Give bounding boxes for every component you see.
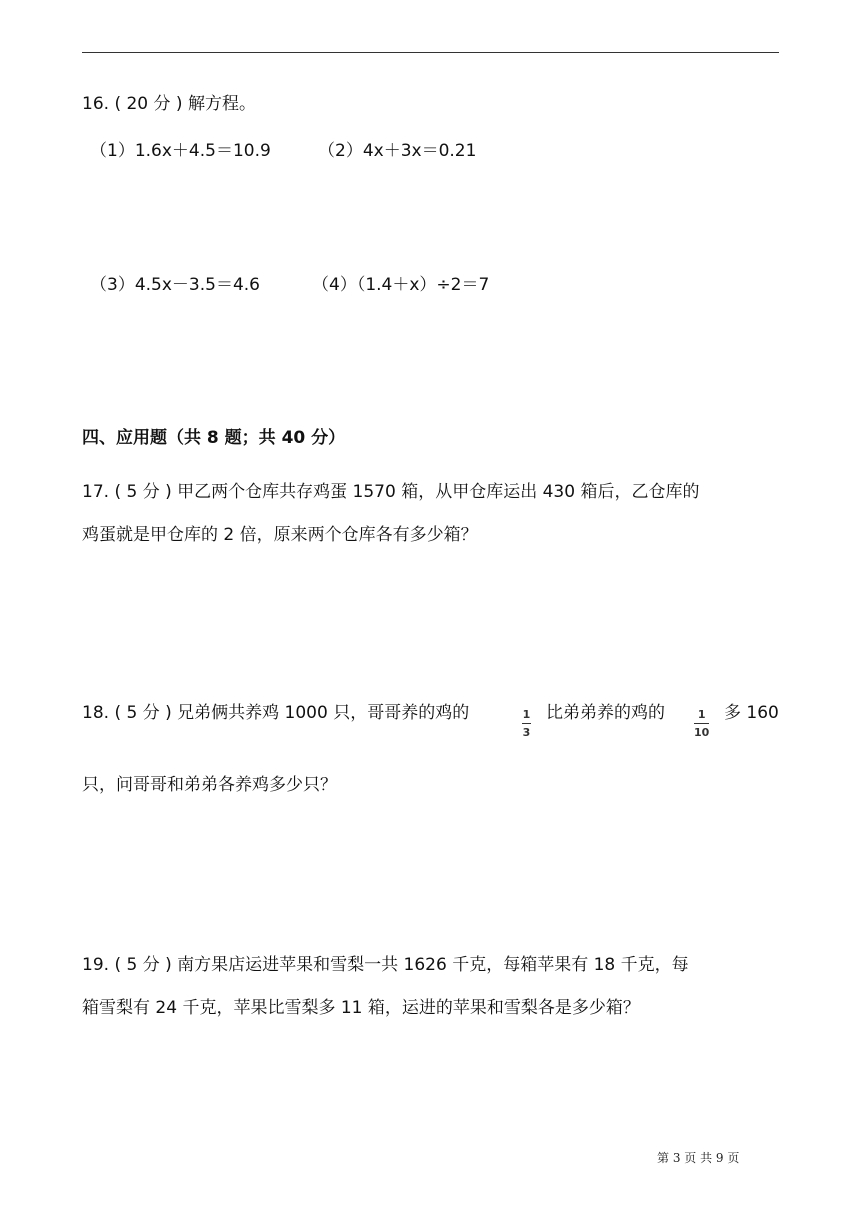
page-footer: 第 3 页 共 9 页 [657, 1151, 740, 1165]
fraction-denominator: 10 [694, 726, 710, 739]
q16-equation-2: （2）4x＋3x＝0.21 [318, 141, 477, 161]
fraction-bar [694, 723, 709, 724]
q16-equation-3: （3）4.5x－3.5＝4.6 [90, 275, 260, 295]
fraction-numerator: 1 [697, 708, 706, 721]
q16-heading: 16. ( 20 分 ) 解方程。 [82, 94, 256, 114]
q19-line-1: 19. ( 5 分 ) 南方果店运进苹果和雪梨一共 1626 千克，每箱苹果有 18 千克，每 [82, 955, 689, 975]
q16-equation-4: （4）（1.4＋x）÷2＝7 [312, 275, 490, 295]
q18-text-c: 多 160 [724, 703, 779, 723]
q17-line-1: 17. ( 5 分 ) 甲乙两个仓库共存鸡蛋 1570 箱，从甲仓库运出 430 箱后，乙仓库的 [82, 482, 700, 502]
fraction-denominator: 3 [522, 726, 531, 739]
section-4-heading: 四、应用题（共 8 题；共 40 分） [82, 428, 346, 448]
q18-line-2: 只，问哥哥和弟弟各养鸡多少只？ [82, 775, 337, 795]
q18-text-b: 比弟弟养的鸡的 [546, 703, 665, 723]
q18-fraction-one-third [522, 708, 531, 739]
q18-text-a: 18. ( 5 分 ) 兄弟俩共养鸡 1000 只，哥哥养的鸡的 [82, 703, 470, 723]
q17-line-2: 鸡蛋就是甲仓库的 2 倍，原来两个仓库各有多少箱？ [82, 525, 478, 545]
q18-fraction-one-tenth [694, 708, 709, 739]
q16-equation-1: （1）1.6x＋4.5＝10.9 [90, 141, 271, 161]
q19-line-2: 箱雪梨有 24 千克，苹果比雪梨多 11 箱，运进的苹果和雪梨各是多少箱？ [82, 998, 640, 1018]
fraction-numerator: 1 [522, 708, 531, 721]
header-rule [82, 52, 779, 53]
fraction-bar [522, 723, 531, 724]
